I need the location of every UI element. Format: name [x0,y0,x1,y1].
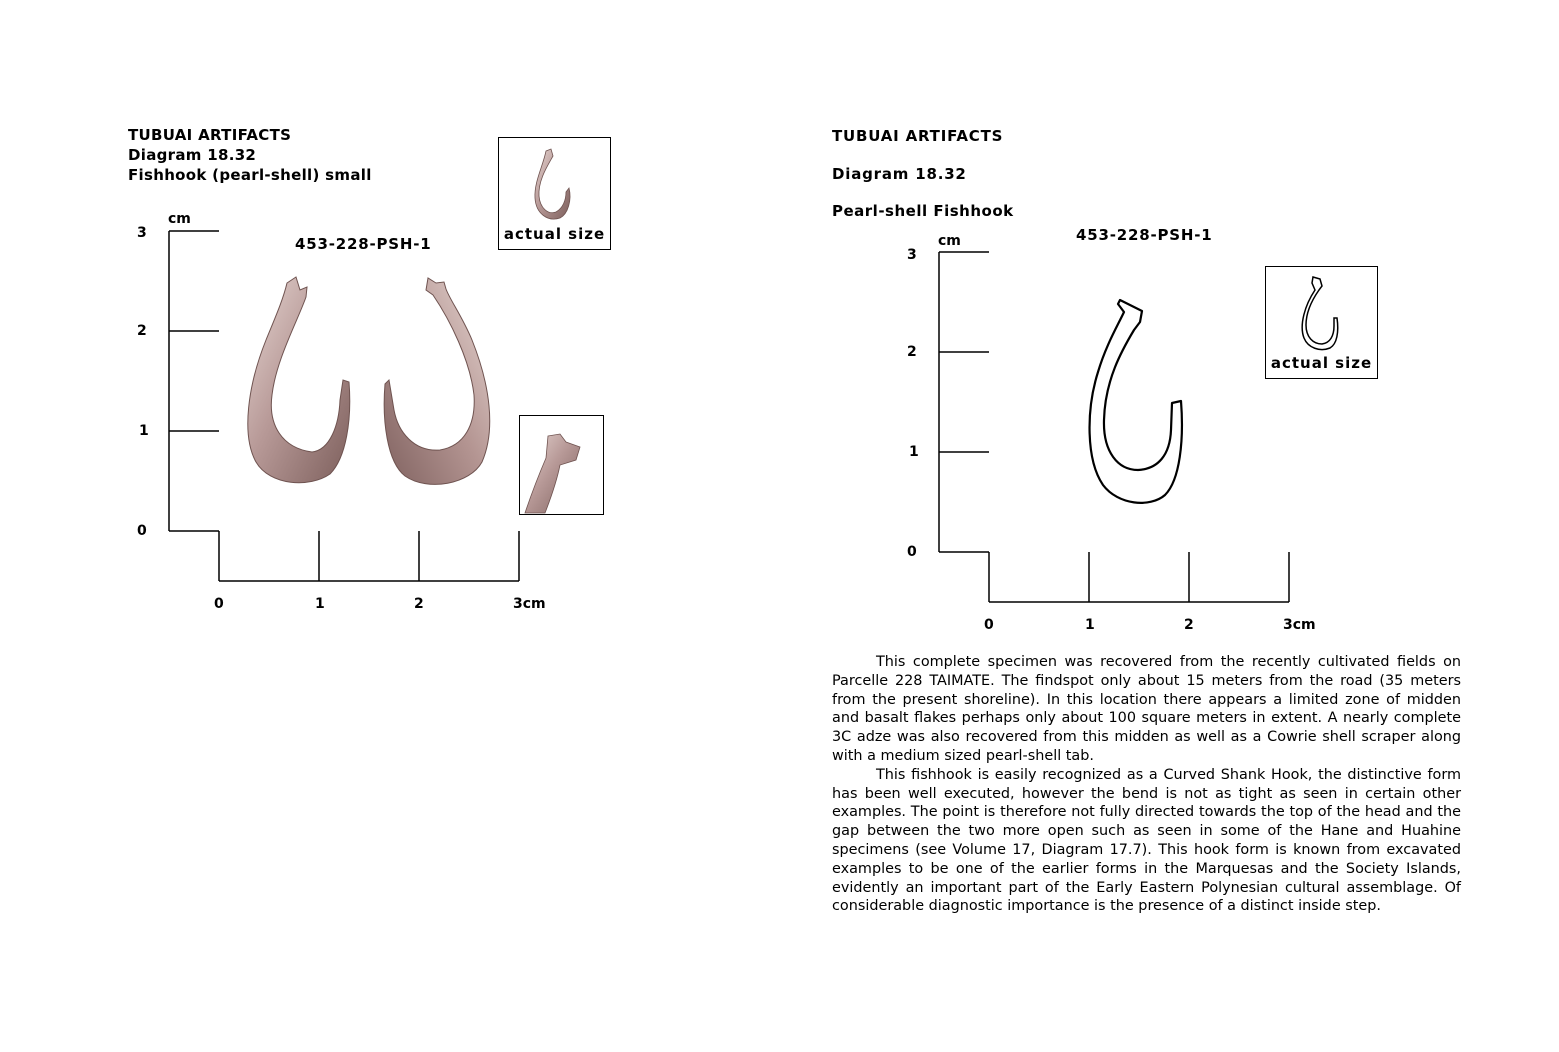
left-y-tick-3: 3 [137,225,147,241]
right-specimen-id: 453-228-PSH-1 [1076,226,1213,244]
description-paragraph-2: This fishhook is easily recognized as a Curved Shank Hook, the distinctive form has been well executed, however the bend is not as tight as seen in certain other examples. The point is therefore not fully directed towards the top of the head and the gap between the two more open such as seen in some of the Hane and Huahine specimens (see Volume 17, Diagram 17.7). This hook form is known from excavated examples to be one of the earlier forms in the Marquesas and the Society Islands, evidently an important part of the Early Eastern Polynesian cultural assemblage. Of considerable diagnostic importance is the presence of a distinct inside step. [832,766,1461,915]
right-y-tick-3: 3 [907,247,917,263]
left-y-tick-2: 2 [137,323,147,339]
left-x-tick-1: 1 [315,596,325,612]
left-y-unit: cm [168,211,191,227]
left-y-tick-1: 1 [139,423,149,439]
right-diagram-number: Diagram 18.32 [832,165,967,183]
description-text [832,653,1461,916]
right-title: TUBUAI ARTIFACTS [832,127,1004,145]
left-diagram-number: Diagram 18.32 [128,146,257,164]
left-specimen-id: 453-228-PSH-1 [295,235,432,253]
right-y-unit: cm [938,233,961,249]
left-actual-size-label: actual size [503,225,606,243]
right-x-axis [989,552,1289,602]
left-x-tick-3: 3cm [513,596,546,612]
right-y-tick-0: 0 [907,544,917,560]
right-y-tick-1: 1 [909,444,919,460]
right-x-tick-1: 1 [1085,617,1095,633]
right-x-tick-0: 0 [984,617,994,633]
left-x-tick-0: 0 [214,596,224,612]
right-y-tick-2: 2 [907,344,917,360]
right-x-tick-2: 2 [1184,617,1194,633]
left-x-tick-2: 2 [414,596,424,612]
left-y-tick-0: 0 [137,523,147,539]
right-subtitle: Pearl-shell Fishhook [832,202,1014,220]
fishhook-outline-drawing [1090,300,1182,503]
left-subtitle: Fishhook (pearl-shell) small [128,166,372,184]
right-x-tick-3: 3cm [1283,617,1316,633]
right-actual-size-box [1265,266,1378,379]
right-actual-size-label: actual size [1270,354,1373,372]
right-y-axis [939,252,989,552]
left-title: TUBUAI ARTIFACTS [128,126,292,144]
description-paragraph-1: This complete specimen was recovered from the recently cultivated fields on Parcelle 228 TAIMATE. The findspot only about 15 meters from the road (35 meters from the present shoreline). In this location there appears a limited zone of midden and basalt flakes perhaps only about 100 square meters in extent. A nearly complete 3C adze was also recovered from this midden as well as a Cowrie shell scraper along with a medium sized pearl-shell tab. [832,654,1461,764]
